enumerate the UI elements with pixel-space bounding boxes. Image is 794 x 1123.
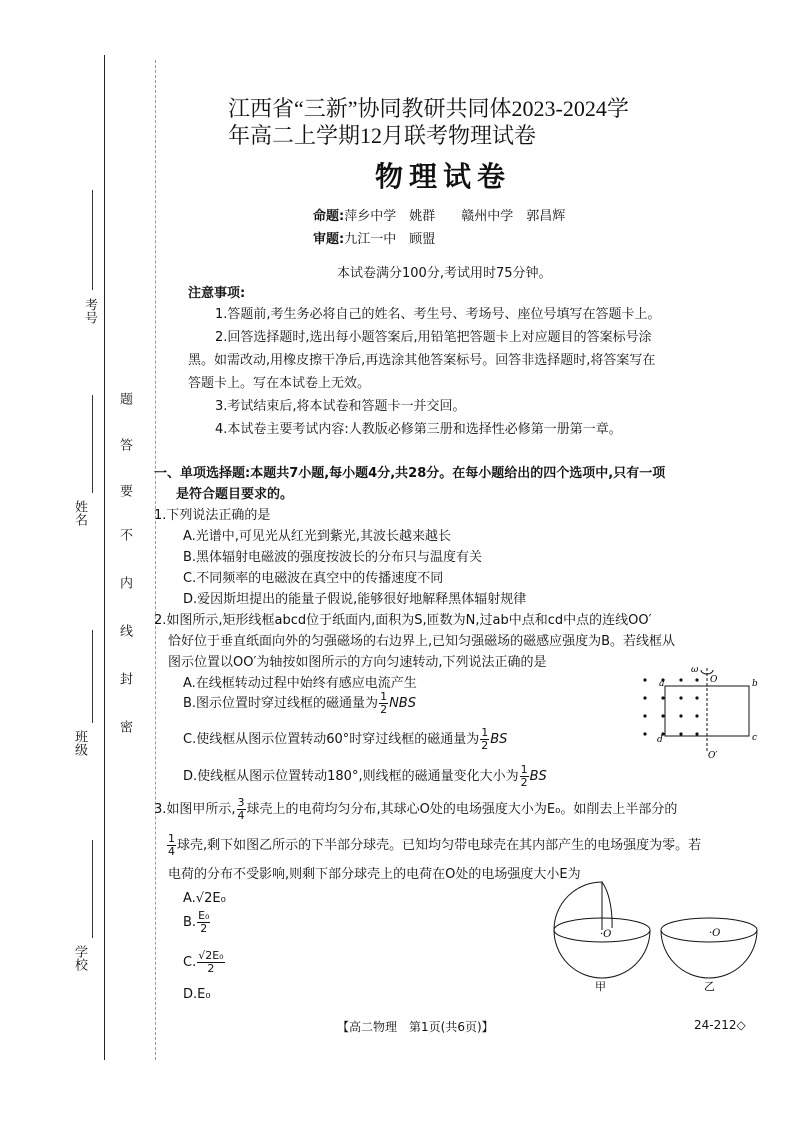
exam-title-line1: 江西省“三新”协同教研共同体2023-2024学 [228, 96, 629, 121]
notice-item: 答题卡上。写在本试卷上无效。 [188, 376, 371, 391]
frac-den: 4 [168, 845, 175, 858]
name-blank [92, 395, 93, 493]
q3-option-c [183, 950, 226, 975]
q3-stem: 电荷的分布不受影响,则剩下部分球壳上的电荷在O处的电场强度大小E为 [168, 867, 581, 882]
author-2: 赣州中学 郭昌辉 [461, 209, 566, 224]
page-footer: 【高二物理 第1页(共6页)】 [337, 1020, 494, 1034]
seal-char: 答 [117, 438, 132, 451]
q2-c-text: C.使线框从图示位置转动60°时穿过线框的磁通量为 [183, 732, 480, 747]
frac-num: √2E₀ [198, 949, 224, 962]
q3-stem [154, 797, 677, 822]
notice-item: 3.考试结束后,将本试卷和答题卡一并交回。 [215, 399, 466, 414]
fig-label-d: d [657, 735, 663, 745]
frac-num: 1 [481, 726, 489, 739]
fig-label-o: O [710, 675, 718, 685]
q3-figure-jia [550, 880, 655, 995]
frac-num: 1 [380, 690, 388, 703]
school-label: 学校 [72, 945, 87, 971]
q1-option-d: D.爱因斯坦提出的能量子假说,能够很好地解释黑体辐射规律 [183, 592, 527, 607]
reviewer-label: 审题: [313, 232, 345, 247]
frac-den: 2 [520, 776, 528, 789]
fraction [379, 691, 388, 716]
binding-line [104, 55, 105, 1060]
fraction [480, 727, 489, 752]
seal-char: 内 [117, 576, 132, 589]
fig-label-omega: ω [691, 665, 699, 675]
notice-item: 4.本试卷主要考试内容:人教版必修第三册和选择性必修第一册第一章。 [215, 422, 622, 437]
notice-item: 黑。如需改动,用橡皮擦干净后,再选涂其他答案标号。回答非选择题时,将答案写在 [188, 353, 656, 368]
q3-stem-text: 3.如图甲所示, [154, 802, 236, 817]
seal-char: 要 [117, 484, 132, 497]
exam-no-label: 考号 [82, 298, 97, 324]
seal-char: 密 [117, 720, 132, 733]
q2-b-text: B.图示位置时穿过线框的磁通量为 [183, 696, 379, 711]
frac-den: 2 [380, 703, 388, 716]
frac-num: 3 [237, 796, 245, 809]
magnetic-field-dots [643, 678, 698, 735]
q2-option-b [183, 691, 416, 716]
q2-stem: 图示位置以OO′为轴按如图所示的方向匀速转动,下列说法正确的是 [168, 655, 547, 670]
fig-caption-jia: 甲 [595, 980, 606, 993]
q1-option-b: B.黑体辐射电磁波的强度按波长的分布只与温度有关 [183, 550, 483, 565]
fig-label-o: ·O [709, 928, 721, 939]
quarter-shell [554, 882, 602, 930]
frac-den: 2 [481, 739, 489, 752]
reviewer: 九江一中 顾盟 [344, 232, 436, 247]
frac-num: E₀ [198, 909, 210, 922]
option-label: B. [183, 915, 197, 930]
section-heading-cont: 是符合题目要求的。 [176, 487, 294, 502]
frac-den: 2 [207, 962, 215, 975]
author-line [313, 205, 565, 224]
paper-code: 24-212◇ [694, 1018, 746, 1032]
q2-d-expr: BS [529, 769, 547, 784]
fraction [167, 833, 176, 858]
fig-label-c: c [752, 733, 758, 743]
q3-option-a: A.√2E₀ [183, 891, 226, 906]
q2-option-a: A.在线框转动过程中始终有感应电流产生 [183, 676, 417, 691]
seal-char: 封 [117, 672, 132, 685]
q2-b-expr: NBS [389, 696, 416, 711]
fig-caption-yi: 乙 [704, 980, 715, 993]
seal-char: 题 [117, 392, 132, 405]
school-blank [92, 840, 93, 938]
q2-option-c [183, 727, 507, 752]
exam-info: 本试卷满分100分,考试用时75分钟。 [337, 266, 552, 281]
notice-item: 2.回答选择题时,选出每小题答案后,用铅笔把答题卡上对应题目的答案标号涂 [215, 330, 652, 345]
notice-item: 1.答题前,考生务必将自己的姓名、考生号、考场号、座位号填写在答题卡上。 [215, 307, 661, 322]
seal-char: 不 [117, 528, 132, 541]
q2-c-expr: BS [490, 732, 508, 747]
q2-stem: 2.如图所示,矩形线框abcd位于纸面内,面积为S,匝数为N,过ab中点和cd中点的连线OO′ [154, 613, 652, 628]
q3-stem-text: 球壳,剩下如图乙所示的下半部分球壳。已知均匀带电球壳在其内部产生的电场强度为零。若 [177, 838, 702, 853]
q2-option-d [183, 764, 547, 789]
q2-figure [635, 660, 770, 760]
q1-option-c: C.不同频率的电磁波在真空中的传播速度不同 [183, 571, 444, 586]
name-label: 姓名 [72, 500, 87, 526]
option-label: C. [183, 955, 197, 970]
seal-char: 线 [117, 624, 132, 637]
author-1: 萍乡中学 姚群 [344, 209, 436, 224]
fig-label-o-prime: O′ [708, 751, 718, 760]
page-title: 物理试卷 [375, 160, 512, 193]
q3-option-d: D.E₀ [183, 987, 211, 1002]
exam-title-line2: 年高二上学期12月联考物理试卷 [228, 123, 537, 148]
class-label: 班级 [72, 730, 87, 756]
q1-stem: 1.下列说法正确的是 [154, 508, 271, 523]
fig-label-b: b [752, 679, 758, 689]
frac-num: 1 [520, 763, 528, 776]
q2-stem: 恰好位于垂直纸面向外的匀强磁场的右边界上,已知匀强磁场的磁感应强度为B。若线框从 [168, 634, 676, 649]
quarter-edge [602, 882, 612, 928]
fraction [197, 950, 224, 975]
frac-num: 1 [168, 832, 175, 845]
reviewer-line [313, 228, 435, 247]
fig-label-o: ·O [600, 929, 612, 940]
fraction [520, 764, 529, 789]
notice-heading: 注意事项: [188, 286, 246, 301]
q3-figure-yi [657, 910, 762, 995]
author-label: 命题: [313, 209, 345, 224]
q3-stem [166, 833, 701, 858]
fraction [197, 910, 210, 935]
exam-title [228, 95, 629, 149]
section-heading: 一、单项选择题:本题共7小题,每小题4分,共28分。在每小题给出的四个选项中,只有一项 [154, 466, 666, 481]
frac-den: 4 [237, 809, 245, 822]
q3-option-b [183, 910, 211, 935]
fraction [237, 797, 246, 822]
exam-no-blank [92, 190, 93, 290]
fig-label-a: a [659, 679, 665, 689]
frac-den: 2 [200, 922, 208, 935]
class-blank [92, 630, 93, 723]
q3-stem-text: 球壳上的电荷均匀分布,其球心O处的电场强度大小为E₀。如削去上半部分的 [246, 802, 678, 817]
q2-d-text: D.使线框从图示位置转动180°,则线框的磁通量变化大小为 [183, 769, 519, 784]
q1-option-a: A.光谱中,可见光从红光到紫光,其波长越来越长 [183, 529, 452, 544]
seal-dashed-line [155, 60, 156, 1060]
